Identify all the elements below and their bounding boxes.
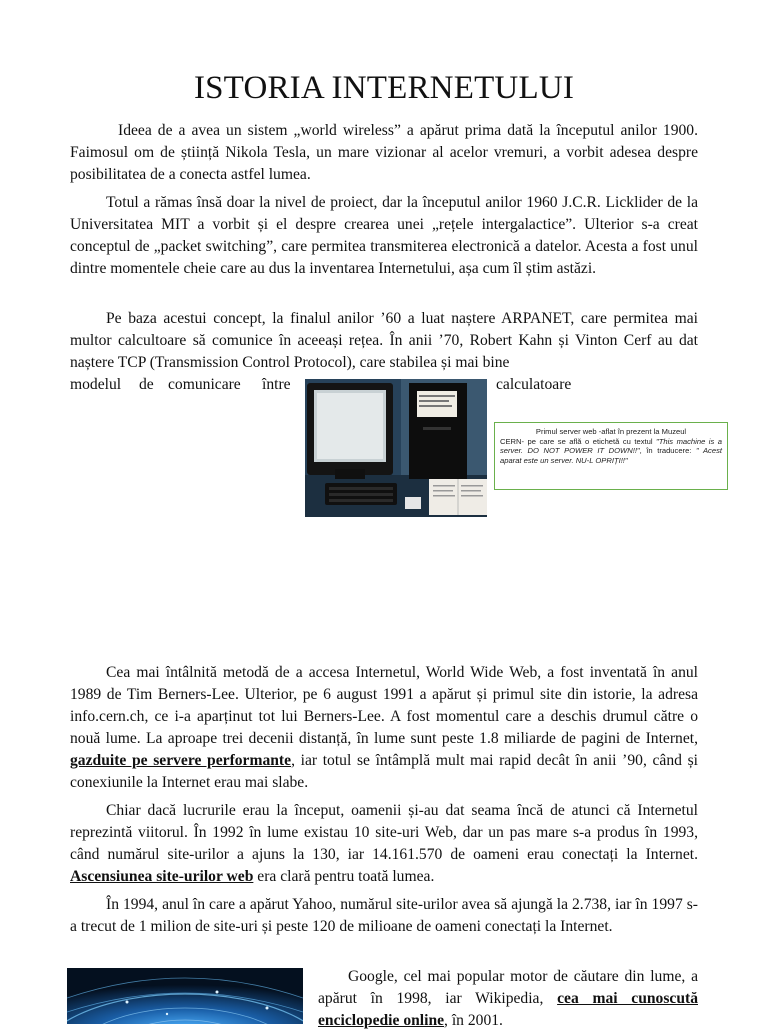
paragraph-licklider-text: Totul a rămas însă doar la nivel de proiect, dar la începutul anilor 1960 J.C.R. Licklider de la Universitatea MIT a vorbit și el despre crearea unei „rețele intergalactice”. Ulterior s-a creat conceptul de „packet switching”, care permitea transmiterea electronică a datelor. Acesta a fost unul dintre momentele cheie care au dus la inventarea Internetului, așa cum îl știm astăzi. — [70, 194, 698, 277]
paragraph-google — [318, 966, 698, 1032]
paragraph-tesla — [70, 120, 698, 186]
caption-quote-en: "This machine is a server. DO NOT POWER IT DOWN!!" — [500, 436, 722, 456]
word-intre: între — [262, 376, 291, 393]
paragraph-growth — [70, 800, 698, 888]
caption-translation-label: , în traducere: — [639, 446, 692, 456]
word-modelul: modelul — [70, 376, 122, 393]
paragraph-yahoo-text: În 1994, anul în care a apărut Yahoo, numărul site-urilor avea să ajungă la 2.738, iar în 1997 s-a trecut de 1 milion de site-uri și peste 120 de milioane de oameni conectați la Internet. — [70, 896, 698, 935]
enciclopedie-online-link[interactable]: cea mai cunoscută enciclopedie online — [318, 990, 698, 1029]
photo-caption — [494, 422, 728, 490]
paragraph-google-text-end: , în 2001. — [444, 1012, 503, 1029]
paragraph-yahoo — [70, 894, 698, 938]
caption-lead: Primul server web -aflat în prezent la Muzeul — [535, 427, 687, 436]
paragraph-www-text-end: , iar totul se întâmplă mult mai rapid decât în anii ’90, când și conexiunile la Internet erau mai slabe. — [70, 752, 698, 791]
page-title: ISTORIA INTERNETULUI — [193, 70, 575, 106]
network-globe-illustration — [67, 968, 303, 1024]
first-web-server-photo — [305, 379, 487, 517]
paragraph-google-text: Google, cel mai popular motor de căutare din lume, a apărut în 1998, iar Wikipedia, — [318, 968, 698, 1007]
network-globe-image — [67, 968, 303, 1024]
server-photo-illustration — [305, 379, 487, 517]
caption-quote-ro: " Acest aparat este un server. NU-L OPRIȚI!!" — [500, 446, 722, 465]
word-calculatoare: calculatoare — [496, 376, 572, 393]
paragraph-tesla-text: Ideea de a avea un sistem „world wireless” a apărut prima dată la începutul anilor 1900. Faimosul om de știință Nikola Tesla, un mare vizionar al acelor vremuri, a vorbit adesea despre posibilitatea de a conecta astfel lumea. — [70, 122, 698, 183]
paragraph-arpanet-text: Pe baza acestui concept, la finalul anilor ’60 a luat naștere ARPANET, care permitea mai multor calcultoare să comunice în aceeași rețea. În anii ’70, Robert Kahn și Vinton Cerf au dat naștere TCP (Transmission Control Protocol), care stabilea și mai bine — [70, 310, 698, 371]
word-de: de — [139, 376, 154, 393]
ascensiunea-site-urilor-link[interactable]: Ascensiunea site-urilor web — [70, 868, 254, 885]
servere-performante-link[interactable]: gazduite pe servere performante — [70, 752, 292, 769]
paragraph-growth-text-end: era clară pentru toată lumea. — [257, 868, 435, 885]
paragraph-arpanet — [70, 308, 698, 374]
caption-rest: CERN- pe care se află o etichetă cu textul — [500, 436, 653, 446]
paragraph-licklider — [70, 192, 698, 280]
paragraph-www — [70, 662, 698, 794]
paragraph-www-text: Cea mai întâlnită metodă de a accesa Internetul, World Wide Web, a fost inventată în anul 1989 de Tim Berners-Lee. Ulterior, pe 6 august 1991 a apărut și primul site din istorie, la adresa info.cern.ch, ce i-a aparținut tot lui Berners-Lee. A fost momentul care a deschis drumul către o nouă lume. La aproape trei decenii distanță, în lume sunt peste 1.8 miliarde de pagini de Internet, — [70, 664, 698, 747]
paragraph-growth-text: Chiar dacă lucrurile erau la început, oamenii și-au dat seama încă de atunci că Internetul reprezintă viitorul. În 1992 în lume existau 10 site-uri Web, dar un pas mare s-a produs în 1993, când numărul site-urilor a ajuns la 130, iar 14.161.570 de oameni erau conectați la Internet. — [70, 802, 698, 863]
word-comunicare: comunicare — [168, 376, 241, 393]
